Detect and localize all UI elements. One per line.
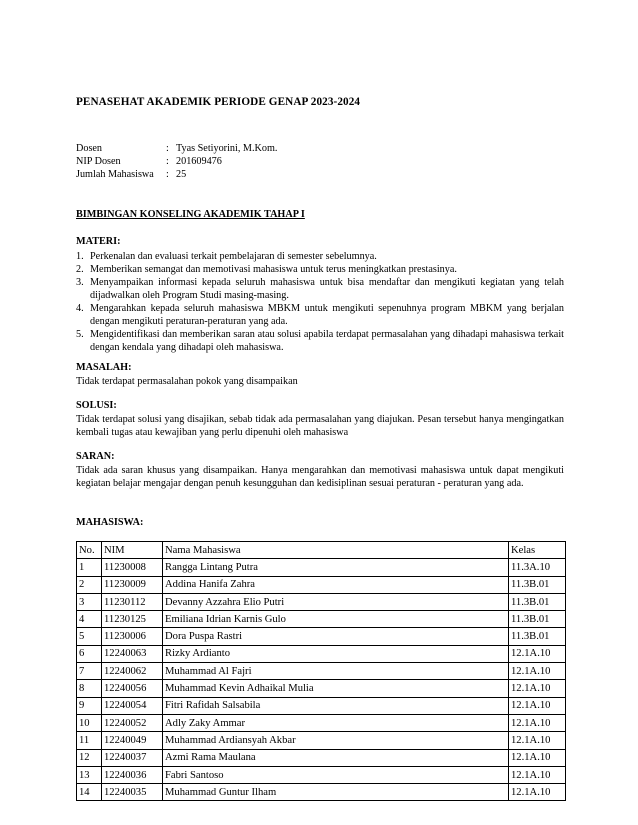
table-row bbox=[77, 749, 566, 766]
colon: : bbox=[166, 156, 169, 167]
cell-no: 7 bbox=[77, 663, 102, 680]
table-row bbox=[77, 732, 566, 749]
cell-kelas: 11.3B.01 bbox=[509, 628, 566, 645]
column-header-nama: Nama Mahasiswa bbox=[163, 542, 509, 559]
cell-nama: Rizky Ardianto bbox=[163, 645, 509, 662]
cell-nim: 12240049 bbox=[102, 732, 163, 749]
cell-nim: 12240035 bbox=[102, 784, 163, 801]
list-number: 1. bbox=[76, 251, 84, 262]
cell-kelas: 11.3B.01 bbox=[509, 611, 566, 628]
cell-kelas: 12.1A.10 bbox=[509, 663, 566, 680]
cell-nim: 11230008 bbox=[102, 559, 163, 576]
table-row bbox=[77, 663, 566, 680]
cell-nim: 12240036 bbox=[102, 766, 163, 783]
list-number: 2. bbox=[76, 264, 84, 275]
cell-kelas: 11.3B.01 bbox=[509, 576, 566, 593]
table-header-row bbox=[77, 542, 566, 559]
table-row bbox=[77, 645, 566, 662]
nip-value: 201609476 bbox=[176, 156, 222, 167]
cell-no: 9 bbox=[77, 697, 102, 714]
cell-nama: Devanny Azzahra Elio Putri bbox=[163, 593, 509, 610]
colon: : bbox=[166, 169, 169, 180]
cell-nama: Rangga Lintang Putra bbox=[163, 559, 509, 576]
cell-nama: Addina Hanifa Zahra bbox=[163, 576, 509, 593]
materi-heading: MATERI: bbox=[76, 236, 121, 247]
cell-kelas: 12.1A.10 bbox=[509, 784, 566, 801]
list-item bbox=[76, 263, 564, 276]
cell-nama: Fabri Santoso bbox=[163, 766, 509, 783]
cell-nama: Muhammad Ardiansyah Akbar bbox=[163, 732, 509, 749]
list-item bbox=[76, 302, 564, 328]
cell-kelas: 12.1A.10 bbox=[509, 680, 566, 697]
cell-kelas: 12.1A.10 bbox=[509, 697, 566, 714]
list-text: Menyampaikan informasi kepada seluruh mahasiswa untuk bisa mendaftar dan mengikuti kegiatan yang telah dijadwalkan oleh Program Studi masing-masing. bbox=[90, 277, 564, 301]
table-row bbox=[77, 697, 566, 714]
saran-heading: SARAN: bbox=[76, 451, 115, 462]
table-row bbox=[77, 628, 566, 645]
list-text: Mengarahkan kepada seluruh mahasiswa MBKM untuk mengikuti sepenuhnya program MBKM yang berjalan dengan mengikuti peraturan-peraturan yang ada. bbox=[90, 303, 564, 327]
table-row bbox=[77, 680, 566, 697]
column-header-nim: NIM bbox=[102, 542, 163, 559]
solusi-heading: SOLUSI: bbox=[76, 400, 117, 411]
list-text: Perkenalan dan evaluasi terkait pembelajaran di semester sebelumnya. bbox=[90, 251, 377, 262]
solusi-text: Tidak terdapat solusi yang disajikan, sebab tidak ada permasalahan yang diajukan. Pesan tersebut hanya mengingatkan kembali tugas atau kewajiban yang perlu dipenuhi oleh mahasiswa bbox=[76, 414, 564, 438]
cell-no: 11 bbox=[77, 732, 102, 749]
column-header-kelas: Kelas bbox=[509, 542, 566, 559]
list-text: Mengidentifikasi dan memberikan saran atau solusi apabila terdapat permasalahan yang dihadapi mahasiswa terkait dengan kendala yang dihadapi oleh mahasiswa. bbox=[90, 329, 564, 353]
cell-kelas: 11.3B.01 bbox=[509, 593, 566, 610]
cell-nama: Muhammad Guntur Ilham bbox=[163, 784, 509, 801]
list-text: Memberikan semangat dan memotivasi mahasiswa untuk terus meningkatkan prestasinya. bbox=[90, 264, 457, 275]
cell-nama: Dora Puspa Rastri bbox=[163, 628, 509, 645]
info-row-jumlah bbox=[76, 169, 186, 180]
cell-nim: 12240063 bbox=[102, 645, 163, 662]
table-row bbox=[77, 714, 566, 731]
cell-nama: Emiliana Idrian Karnis Gulo bbox=[163, 611, 509, 628]
table-row bbox=[77, 559, 566, 576]
cell-no: 3 bbox=[77, 593, 102, 610]
cell-nama: Fitri Rafidah Salsabila bbox=[163, 697, 509, 714]
cell-no: 6 bbox=[77, 645, 102, 662]
dosen-label: Dosen bbox=[76, 143, 103, 154]
jumlah-label: Jumlah Mahasiswa bbox=[76, 169, 154, 180]
cell-nim: 11230006 bbox=[102, 628, 163, 645]
cell-kelas: 12.1A.10 bbox=[509, 766, 566, 783]
cell-no: 12 bbox=[77, 749, 102, 766]
table-row bbox=[77, 576, 566, 593]
cell-nim: 12240054 bbox=[102, 697, 163, 714]
document-title: PENASEHAT AKADEMIK PERIODE GENAP 2023-2024 bbox=[76, 96, 361, 108]
cell-no: 1 bbox=[77, 559, 102, 576]
cell-nim: 12240052 bbox=[102, 714, 163, 731]
list-item bbox=[76, 276, 564, 302]
colon: : bbox=[166, 143, 169, 154]
cell-nama: Muhammad Kevin Adhaikal Mulia bbox=[163, 680, 509, 697]
cell-kelas: 11.3A.10 bbox=[509, 559, 566, 576]
mahasiswa-heading: MAHASISWA: bbox=[76, 517, 144, 528]
cell-no: 5 bbox=[77, 628, 102, 645]
cell-no: 8 bbox=[77, 680, 102, 697]
table-row bbox=[77, 784, 566, 801]
cell-nama: Muhammad Al Fajri bbox=[163, 663, 509, 680]
cell-no: 2 bbox=[77, 576, 102, 593]
cell-nim: 11230009 bbox=[102, 576, 163, 593]
materi-list bbox=[76, 250, 564, 354]
cell-kelas: 12.1A.10 bbox=[509, 749, 566, 766]
cell-nim: 12240056 bbox=[102, 680, 163, 697]
cell-nim: 12240062 bbox=[102, 663, 163, 680]
student-table bbox=[76, 541, 566, 801]
cell-nama: Adly Zaky Ammar bbox=[163, 714, 509, 731]
cell-nim: 11230125 bbox=[102, 611, 163, 628]
cell-kelas: 12.1A.10 bbox=[509, 714, 566, 731]
info-row-dosen bbox=[76, 143, 277, 154]
column-header-no: No. bbox=[77, 542, 102, 559]
nip-label: NIP Dosen bbox=[76, 156, 121, 167]
cell-no: 10 bbox=[77, 714, 102, 731]
masalah-text: Tidak terdapat permasalahan pokok yang disampaikan bbox=[76, 376, 298, 387]
table-row bbox=[77, 593, 566, 610]
cell-nim: 12240037 bbox=[102, 749, 163, 766]
masalah-heading: MASALAH: bbox=[76, 362, 132, 373]
list-number: 3. bbox=[76, 277, 84, 288]
list-item bbox=[76, 250, 564, 263]
cell-kelas: 12.1A.10 bbox=[509, 732, 566, 749]
cell-no: 14 bbox=[77, 784, 102, 801]
list-number: 5. bbox=[76, 329, 84, 340]
cell-nama: Azmi Rama Maulana bbox=[163, 749, 509, 766]
list-item bbox=[76, 328, 564, 354]
table-row bbox=[77, 611, 566, 628]
cell-no: 13 bbox=[77, 766, 102, 783]
saran-text: Tidak ada saran khusus yang disampaikan. Hanya mengarahkan dan memotivasi mahasiswa untuk dapat mengikuti kegiatan belajar mengajar dengan penuh kesungguhan dan kedisiplinan sesuai peraturan - peraturan yang ada. bbox=[76, 465, 564, 489]
table-row bbox=[77, 766, 566, 783]
cell-kelas: 12.1A.10 bbox=[509, 645, 566, 662]
cell-no: 4 bbox=[77, 611, 102, 628]
section-title: BIMBINGAN KONSELING AKADEMIK TAHAP I bbox=[76, 209, 305, 220]
list-number: 4. bbox=[76, 303, 84, 314]
info-row-nip bbox=[76, 156, 222, 167]
dosen-value: Tyas Setiyorini, M.Kom. bbox=[176, 143, 278, 154]
cell-nim: 11230112 bbox=[102, 593, 163, 610]
jumlah-value: 25 bbox=[176, 169, 187, 180]
